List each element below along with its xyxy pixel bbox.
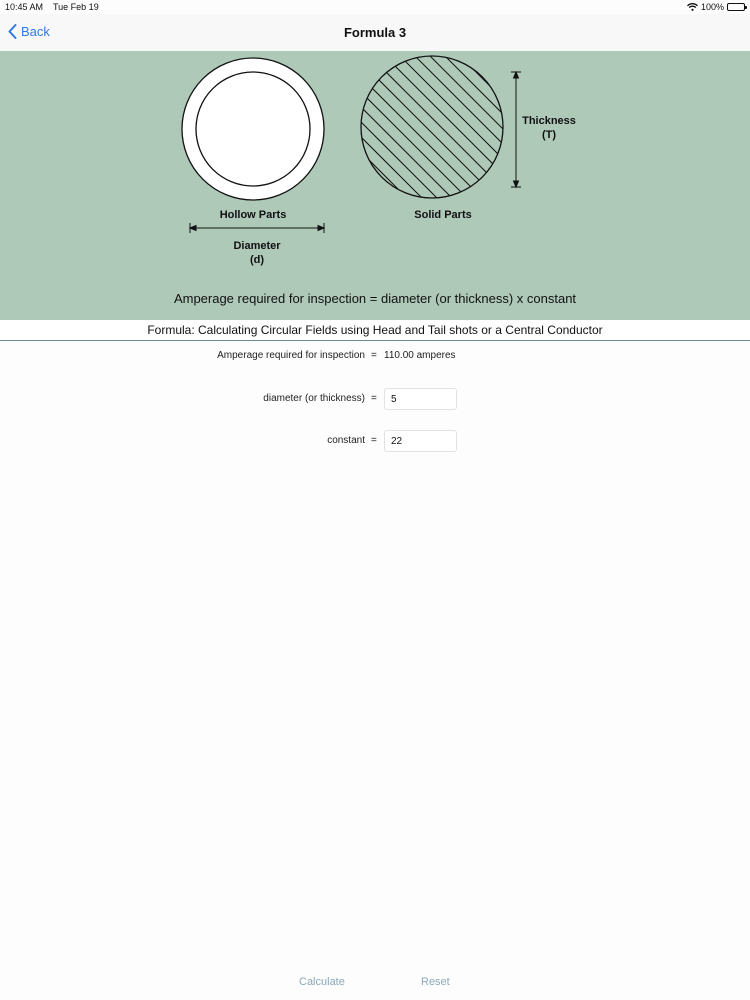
calculate-button[interactable]: Calculate xyxy=(299,976,345,988)
formula-figure xyxy=(0,51,750,320)
page-title: Formula 3 xyxy=(343,25,407,40)
diameter-arrow xyxy=(190,223,324,233)
constant-field-label: constant xyxy=(327,435,365,446)
diameter-symbol: (d) xyxy=(249,254,265,266)
status-right xyxy=(687,2,745,12)
diameter-label: Diameter xyxy=(233,240,281,252)
constant-equals: = xyxy=(371,435,377,446)
formula-subtitle: Formula: Calculating Circular Fields using Head and Tail shots or a Central Conductor xyxy=(147,323,603,337)
navigation-bar xyxy=(0,14,750,51)
thickness-label: Thickness xyxy=(522,115,576,127)
diameter-field-label: diameter (or thickness) xyxy=(263,393,365,404)
hollow-part-shape xyxy=(182,58,324,200)
solid-parts-label: Solid Parts xyxy=(414,209,472,221)
result-value: 110.00 amperes xyxy=(384,350,456,361)
back-label: Back xyxy=(21,24,50,39)
result-row xyxy=(0,345,750,367)
formula-text: Amperage required for inspection = diameter (or thickness) x constant xyxy=(173,291,577,306)
result-equals: = xyxy=(371,350,377,361)
result-label: Amperage required for inspection xyxy=(217,350,365,361)
diameter-equals: = xyxy=(371,393,377,404)
battery-percent: 100% xyxy=(700,2,724,12)
status-bar xyxy=(0,0,750,14)
subtitle-bar xyxy=(0,320,750,341)
battery-icon xyxy=(727,3,745,11)
diameter-row xyxy=(0,388,750,410)
hollow-parts-label: Hollow Parts xyxy=(219,209,287,221)
reset-button[interactable]: Reset xyxy=(421,976,450,988)
wifi-icon xyxy=(687,3,698,11)
diameter-input[interactable] xyxy=(384,388,457,410)
formula-diagram xyxy=(0,51,750,320)
status-date: Tue Feb 19 xyxy=(53,2,99,12)
thickness-symbol: (T) xyxy=(541,129,557,141)
constant-row xyxy=(0,430,750,452)
constant-input[interactable] xyxy=(384,430,457,452)
status-time: 10:45 AM xyxy=(5,2,44,12)
